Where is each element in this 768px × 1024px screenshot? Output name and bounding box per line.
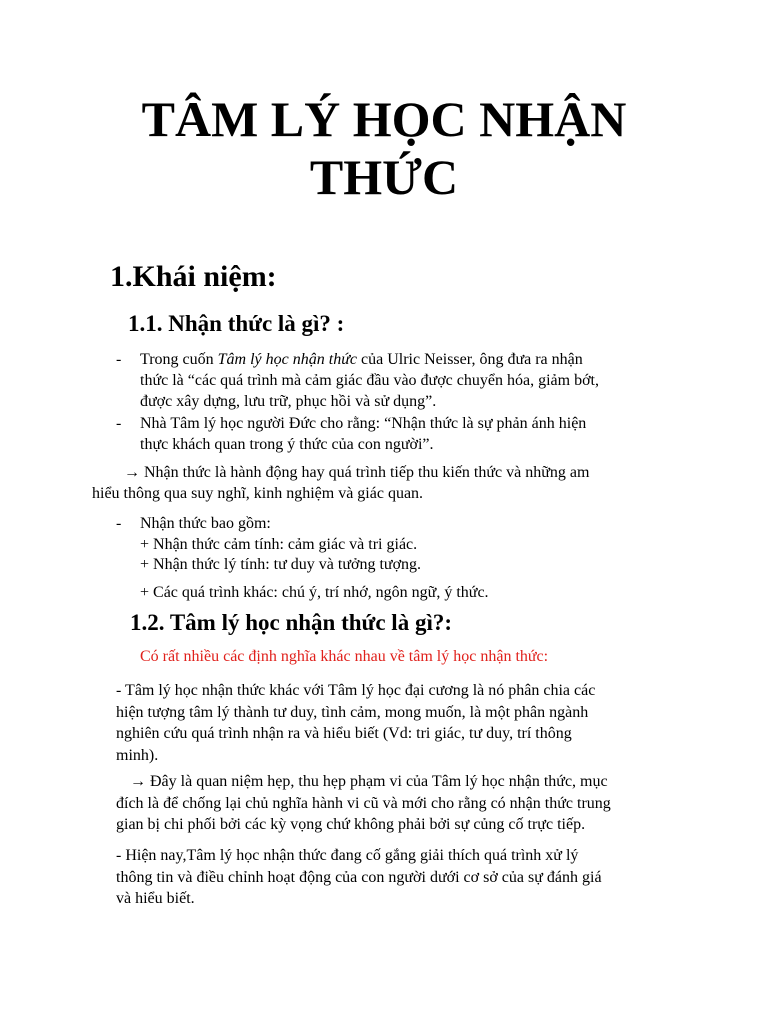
bullet-line: thức là “các quá trình mà cảm giác đầu vào được chuyển hóa, giảm bớt, xyxy=(140,372,599,389)
conclusion-arrow-paragraph xyxy=(92,462,692,504)
paragraph-line: minh). xyxy=(116,746,159,764)
paragraph-current-view xyxy=(116,845,686,910)
paragraph-line: → Đây là quan niệm hẹp, thu hẹp phạm vi của Tâm lý học nhận thức, mục xyxy=(130,773,608,790)
title-line-1: TÂM LÝ HỌC NHẬN xyxy=(141,91,627,147)
sub-item-other: + Các quá trình khác: chú ý, trí nhớ, ngôn ngữ, ý thức. xyxy=(140,584,489,601)
sub-item-sensory: + Nhận thức cảm tính: cảm giác và tri giác. xyxy=(140,536,418,553)
red-note: Có rất nhiều các định nghĩa khác nhau về tâm lý học nhận thức: xyxy=(140,648,549,665)
book-title-italic: Tâm lý học nhận thức xyxy=(217,351,358,368)
paragraph-definition xyxy=(116,680,686,766)
paragraph-line: - Tâm lý học nhận thức khác với Tâm lý học đại cương là nó phân chia các xyxy=(116,682,596,699)
text-run: của Ulric Neisser, ông đưa ra nhận xyxy=(357,351,583,368)
paragraph-line: - Hiện nay,Tâm lý học nhận thức đang cố gắng giải thích quá trình xử lý xyxy=(116,847,579,864)
section-heading-khai-niem: 1.Khái niệm: xyxy=(110,260,277,293)
bullet-line: thực khách quan trong ý thức của con người”. xyxy=(140,436,434,453)
bullet-line: Nhận thức bao gồm: xyxy=(140,515,271,532)
bullet-line: Nhà Tâm lý học người Đức cho rằng: “Nhận thức là sự phản ánh hiện xyxy=(140,415,587,432)
bullet-dash: - xyxy=(116,515,122,532)
paragraph-line: và hiểu biết. xyxy=(116,890,195,907)
paragraph-line: hiểu thông qua suy nghĩ, kinh nghiệm và giác quan. xyxy=(92,485,424,502)
bullet-body xyxy=(140,513,271,534)
paragraph-line: đích là để chống lại chủ nghĩa hành vi cũ và mới cho rằng có nhận thức trung xyxy=(116,794,611,812)
bullet-dash: - xyxy=(116,415,122,432)
sub-item-rational: + Nhận thức lý tính: tư duy và tưởng tượng. xyxy=(140,556,422,573)
bullet-body xyxy=(140,413,586,455)
text-run: Trong cuốn xyxy=(140,351,218,368)
document-title xyxy=(0,90,768,206)
subsection-heading-1-2: 1.2. Tâm lý học nhận thức là gì?: xyxy=(130,610,452,635)
paragraph-line: thông tin và điều chỉnh hoạt động của con người dưới cơ sở của sự đánh giá xyxy=(116,868,602,886)
subsection-heading-1-1: 1.1. Nhận thức là gì? : xyxy=(128,311,345,336)
bullet-item-includes xyxy=(116,513,676,534)
paragraph-line: gian bị chi phối bởi các kỳ vọng chứ không phải bởi sự củng cố trực tiếp. xyxy=(116,816,586,833)
paragraph-line: nghiên cứu quá trình nhận ra và hiểu biết (Vd: tri giác, tư duy, trí thông xyxy=(116,725,572,742)
bullet-line: được xây dựng, lưu trữ, phục hồi và sử dụng”. xyxy=(140,393,437,410)
bullet-dash: - xyxy=(116,351,122,368)
bullet-item-german-psychologist xyxy=(116,413,676,455)
paragraph-line: hiện tượng tâm lý thành tư duy, tình cảm, mong muốn, là một phân ngành xyxy=(116,703,589,721)
bullet-body xyxy=(140,349,599,412)
bullet-line xyxy=(140,349,599,370)
paragraph-line: → Nhận thức là hành động hay quá trình tiếp thu kiến thức và những am xyxy=(124,464,590,481)
paragraph-narrow-view xyxy=(116,771,686,836)
title-line-2: THỨC xyxy=(309,149,459,205)
